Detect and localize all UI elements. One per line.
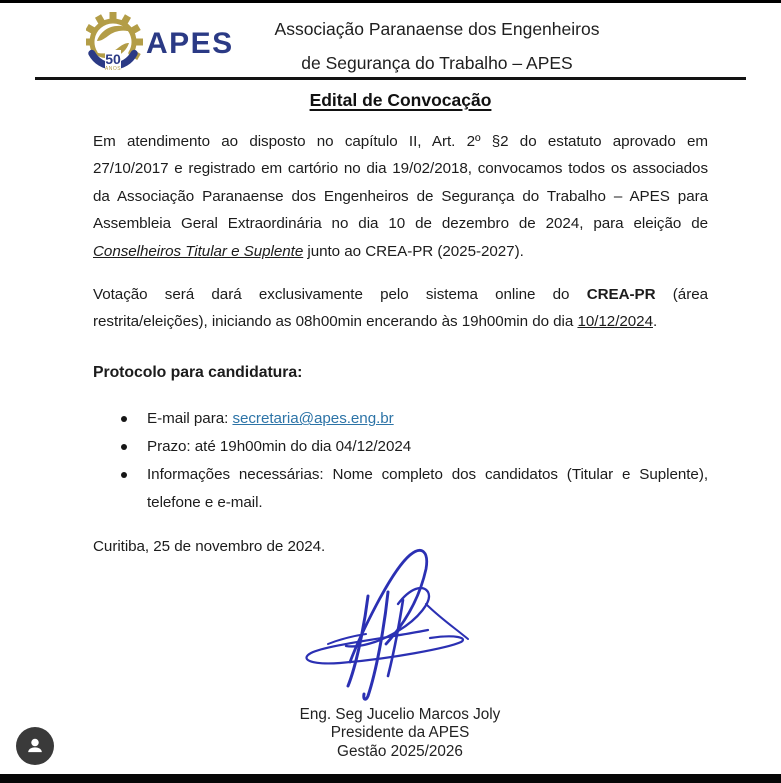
bullet-list	[93, 405, 708, 516]
handwritten-signature	[298, 544, 473, 709]
avatar-button[interactable]	[16, 727, 54, 765]
document-title	[20, 90, 781, 111]
signer-name: Eng. Seg Jucelio Marcos Joly	[299, 706, 501, 723]
paragraph-1	[93, 128, 708, 265]
bullet-text: Informações necessárias: Nome completo dos candidatos (Titular e Suplente),	[147, 465, 708, 483]
document-body	[93, 128, 708, 561]
bottom-border	[0, 774, 781, 783]
org-name-line2: de Segurança do Trabalho – APES	[301, 53, 573, 73]
logo-acronym: APES	[146, 27, 234, 60]
anniversary-badge	[105, 50, 121, 72]
paragraph-text: .	[652, 313, 658, 331]
paragraph-text: Votação será dará exclusivamente pelo sistema online do	[93, 286, 587, 304]
badge-value: 50	[105, 51, 121, 67]
document-title-text: Edital de Convocação	[309, 90, 492, 110]
protocol-heading: Protocolo para candidatura:	[93, 363, 303, 381]
dateline: Curitiba, 25 de novembro de 2024.	[93, 538, 326, 556]
paragraph-line: Em atendimento ao disposto no capítulo II, Art. 2º §2 do estatuto aprovado em	[93, 133, 708, 150]
org-name	[123, 12, 751, 80]
bullet-text: telefone e e-mail.	[147, 493, 263, 511]
underlined-date: 10/12/2024	[577, 313, 653, 331]
paragraph-line	[93, 238, 708, 265]
badge-unit: ANOS	[104, 66, 122, 72]
email-link[interactable]: secretaria@apes.eng.br	[232, 410, 394, 428]
signer-term: Gestão 2025/2026	[337, 742, 463, 760]
signature-caption	[230, 706, 570, 761]
paragraph-line	[93, 308, 708, 335]
list-item: Prazo: até 19h00min do dia 04/12/2024	[93, 433, 708, 461]
list-item	[93, 461, 708, 517]
paragraph-text: restrita/eleições), iniciando as 08h00min encerando às 19h00min do dia	[93, 313, 578, 331]
bold-text: CREA-PR	[586, 286, 656, 304]
signature-ink	[298, 544, 473, 704]
header-rule	[35, 77, 746, 80]
paragraph-line: Assembleia Geral Extraordinária no dia 10 de dezembro de 2024, para eleição de	[93, 215, 708, 233]
bullet-text: E-mail para:	[147, 410, 233, 428]
paragraph-text: junto ao CREA-PR (2025-2027).	[303, 242, 524, 260]
paragraph-2	[93, 281, 708, 336]
org-name-line1: Associação Paranaense dos Engenheiros	[274, 19, 600, 39]
top-border	[0, 0, 781, 3]
signer-role: Presidente da APES	[330, 724, 470, 742]
person-icon	[24, 735, 46, 757]
paragraph-line: 27/10/2017 e registrado em cartório no dia 19/02/2018, convocamos todos os associados	[93, 160, 708, 178]
paragraph-text: (área	[655, 286, 708, 304]
list-item	[93, 405, 708, 433]
paragraph-line: da Associação Paranaense dos Engenheiros de Segurança do Trabalho – APES para	[93, 187, 708, 205]
paragraph-line	[93, 281, 708, 308]
emphasized-text: Conselheiros Titular e Suplente	[93, 242, 304, 260]
